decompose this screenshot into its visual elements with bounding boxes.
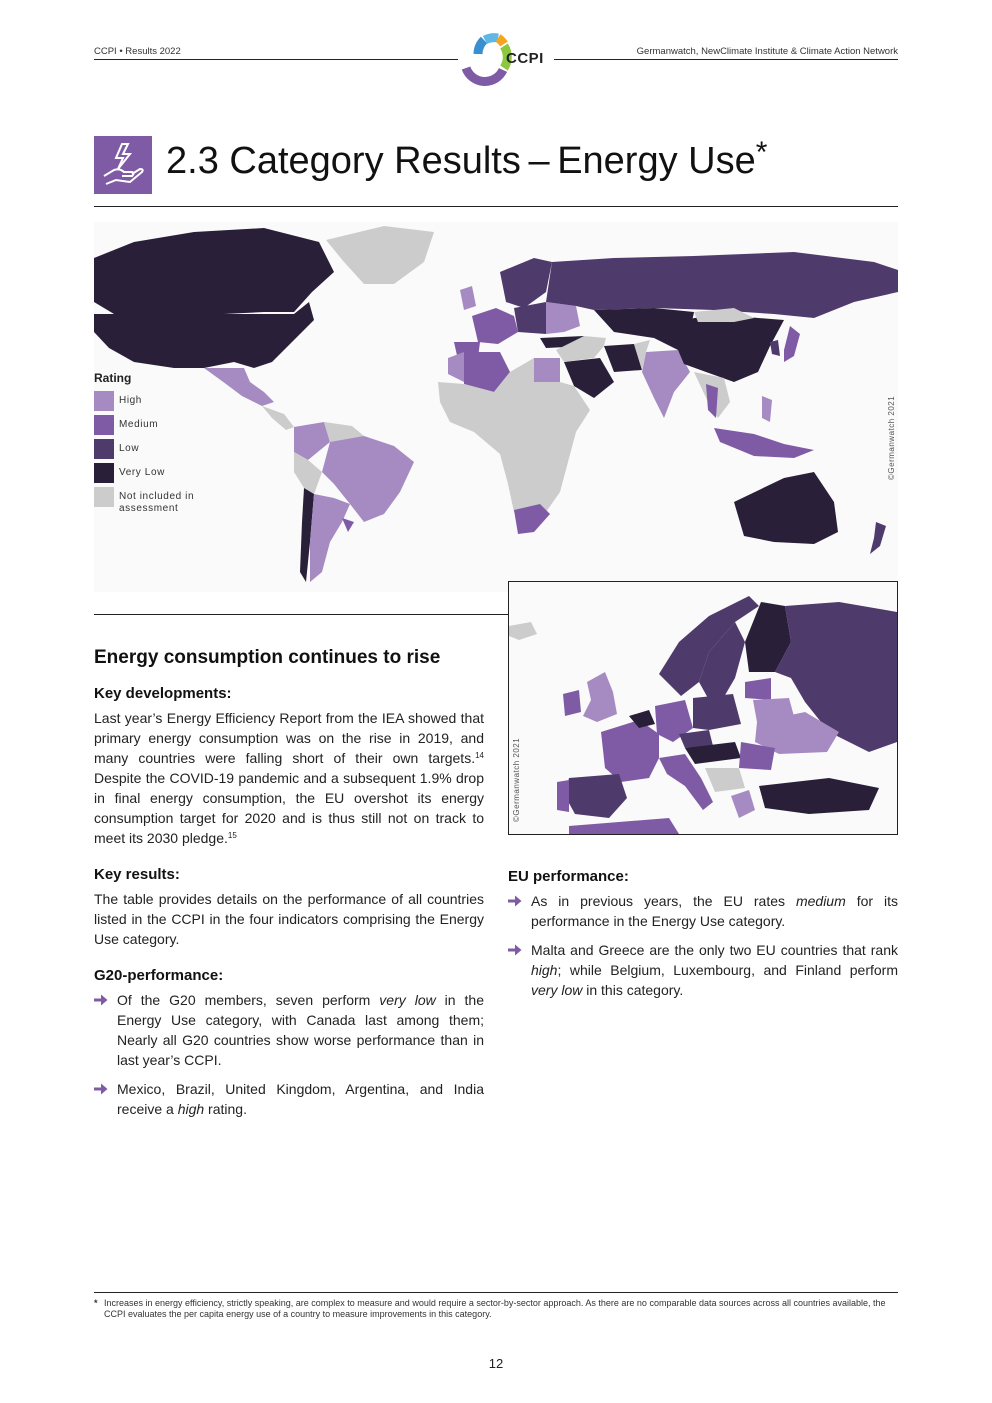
map-legend	[94, 371, 209, 517]
legend-item-not-included	[94, 487, 209, 517]
egypt-shape	[534, 358, 560, 382]
europe-map-copyright: ©Germanwatch 2021	[512, 737, 521, 822]
arrow-right-icon	[94, 1083, 108, 1095]
footnote-ref-15[interactable]: 15	[227, 831, 237, 840]
footnote-rule	[94, 1292, 898, 1293]
logo-text: CCPI	[506, 50, 544, 67]
list-item: Of the G20 members, seven perform very low in the Energy Use category, with Canada last among them; Nearly all G20 countries show worse performance than in last year’s CCPI.	[94, 990, 484, 1070]
page-number: 12	[488, 1356, 504, 1371]
title-asterisk: *	[755, 136, 768, 169]
poland-shape	[693, 694, 741, 730]
header-rule-left	[94, 59, 458, 60]
portugal-shape	[557, 780, 569, 812]
legend-item-high	[94, 391, 209, 415]
legend-label-very-low: Very Low	[119, 467, 165, 478]
running-header-right: Germanwatch, NewClimate Institute & Climate Action Network	[636, 46, 898, 57]
page-title: 2.3 Category Results – Energy Use*	[166, 136, 768, 182]
arrow-right-icon	[94, 994, 108, 1006]
footnote-ref-14[interactable]: 14	[475, 751, 484, 760]
g20-list	[94, 990, 484, 1119]
eu-list	[508, 891, 898, 1000]
key-results-heading: Key results:	[94, 866, 180, 883]
legend-swatch-very-low	[94, 463, 114, 483]
legend-swatch-medium	[94, 415, 114, 435]
section-rule	[94, 614, 508, 615]
title-rule	[94, 206, 898, 207]
footnote	[94, 1298, 898, 1320]
list-item: Mexico, Brazil, United Kingdom, Argentina, and India receive a high rating.	[94, 1079, 484, 1119]
legend-label-low: Low	[119, 443, 140, 454]
list-item: As in previous years, the EU rates medium for its performance in the Energy Use category.	[508, 891, 898, 931]
footnote-text: Increases in energy efficiency, strictly speaking, are complex to measure and would require a sector-by-sector approach. As there are no comparable data sources across all countries available, the CCPI evaluates the per capita energy use of a country to measure improvements in this category.	[104, 1298, 886, 1319]
running-header-left: CCPI • Results 2022	[94, 46, 181, 57]
eu-performance-heading: EU performance:	[508, 868, 629, 885]
legend-title: Rating	[94, 371, 132, 385]
europe-map	[508, 581, 898, 835]
legend-item-low	[94, 439, 209, 463]
legend-label-high: High	[119, 395, 142, 406]
legend-swatch-low	[94, 439, 114, 459]
world-map	[94, 222, 898, 592]
key-developments-heading: Key developments:	[94, 685, 232, 702]
legend-swatch-not-included	[94, 487, 114, 507]
arrow-right-icon	[508, 944, 522, 956]
list-item: Malta and Greece are the only two EU countries that rank high; while Belgium, Luxembourg, and Finland perform very low in this category.	[508, 940, 898, 1000]
section-heading: Energy consumption continues to rise	[94, 647, 441, 668]
world-map-copyright: ©Germanwatch 2021	[887, 395, 896, 480]
right-column	[508, 868, 898, 1016]
arrow-right-icon	[508, 895, 522, 907]
legend-label-not-included: Not included in assessment	[119, 491, 195, 514]
legend-swatch-high	[94, 391, 114, 411]
footnote-marker: *	[94, 1298, 98, 1308]
energy-hand-icon	[94, 136, 152, 194]
key-developments-text: Last year’s Energy Efficiency Report from the IEA showed that primary energy consumption was on the rise in 2019, and many countries were falling short of their own targets.$^{14}$ Despite the COVID-19 pandemic and a subsequent 1.9% drop in final energy consumption, the EU overshot its energy consumption target for 2020 and is thus still not on track to meet its 2030 pledge.$^{15}$	[94, 710, 484, 846]
key-results-text: The table provides details on the performance of all countries listed in the CCPI in the four indicators comprising the Energy Use category.	[94, 891, 484, 947]
ireland-shape	[563, 690, 581, 716]
legend-item-medium	[94, 415, 209, 439]
legend-label-medium: Medium	[119, 419, 159, 430]
header-rule-right	[554, 59, 898, 60]
left-column	[94, 647, 484, 1135]
g20-heading: G20-performance:	[94, 967, 224, 984]
legend-item-very-low	[94, 463, 209, 487]
